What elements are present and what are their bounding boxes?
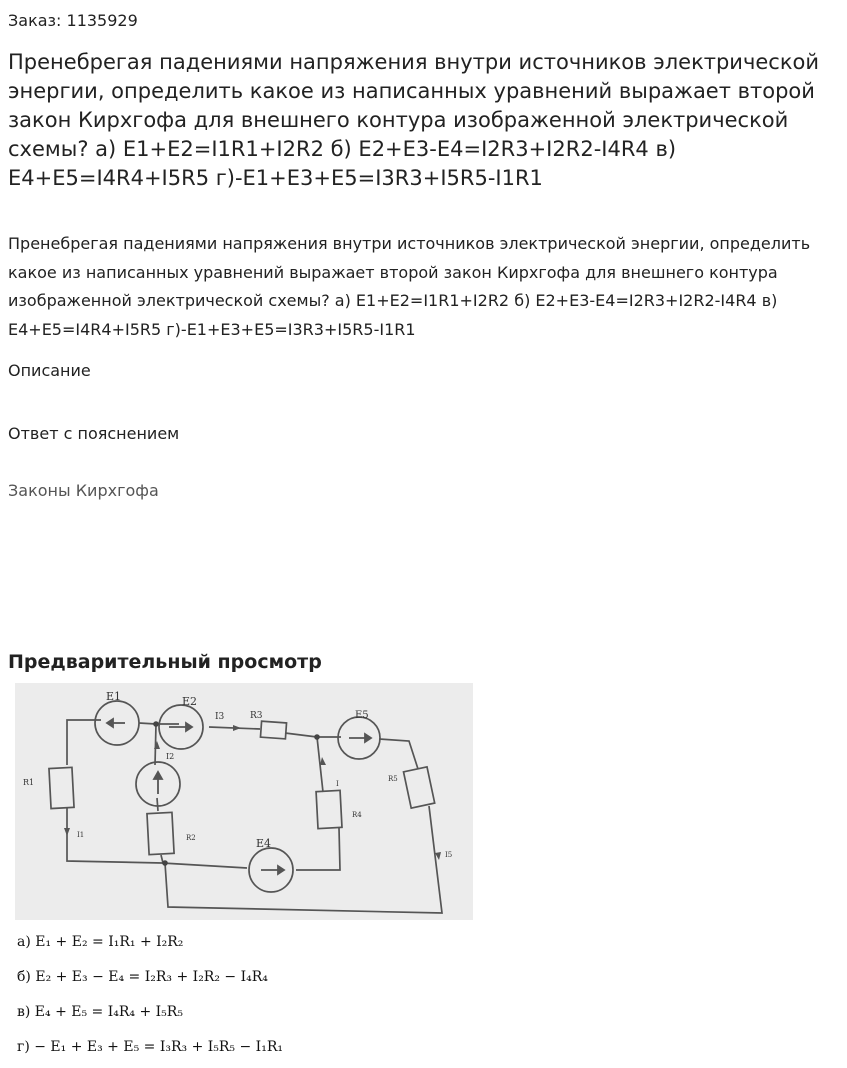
label-i4: I	[336, 780, 339, 788]
node-top-middle	[153, 721, 159, 727]
label-e5: E5	[355, 710, 369, 721]
label-r1: R1	[23, 778, 35, 787]
answer-options	[17, 928, 437, 1068]
description-label: Описание	[8, 361, 91, 380]
topic-link[interactable]: Законы Кирхгофа	[8, 481, 159, 500]
answer-equation-a: E₁ + E₂ = I₁R₁ + I₂R₂	[35, 934, 184, 950]
answer-prefix-a: а)	[17, 934, 31, 950]
label-e1: E1	[106, 690, 122, 703]
node-bottom-middle	[162, 860, 168, 866]
label-i1: I1	[77, 831, 85, 839]
question-text: Пренебрегая падениями напряжения внутри источников электрической энергии, определить какое из написанных уравнений выражает второй закон Кирхгофа для внешнего контура изображенной электрической схемы? а) E1+E2=I1R1+I2R2 б) E2+E3-E4=I2R3+I2R2-I4R4 в) E4+E5=I4R4+I5R5 г)-E1+E3+E5=I3R3+I5R5-I1R1	[8, 234, 811, 339]
answer-explanation-label: Ответ с пояснением	[8, 424, 180, 443]
answer-prefix-b: б)	[17, 969, 31, 985]
label-r4: R4	[352, 811, 362, 819]
answer-equation-c: E₄ + E₅ = I₄R₄ + I₅R₅	[34, 1004, 183, 1020]
question-title: Пренебрегая падениями напряжения внутри источников электрической энергии, определить какое из написанных уравнений выражает второй закон Кирхгофа для внешнего контура изображенной электрической схемы? а) E1+E2=I1R1+I2R2 б) E2+E3-E4=I2R3+I2R2-I4R4 в) E4+E5=I4R4+I5R5 г)-E1+E3+E5=I3R3+I5R5-I1R1	[8, 50, 820, 190]
diagram-background	[15, 683, 473, 920]
node-top-right	[314, 734, 320, 740]
answer-option-b	[17, 963, 437, 998]
label-e4: E4	[256, 837, 272, 850]
answer-prefix-d: г)	[17, 1039, 30, 1055]
answer-prefix-c: в)	[17, 1004, 31, 1020]
answer-option-c	[17, 998, 437, 1033]
order-number: Заказ: 1135929	[8, 11, 138, 30]
label-e2: E2	[182, 695, 198, 708]
label-r2: R2	[186, 834, 196, 842]
answer-option-a	[17, 928, 437, 963]
answer-equation-d: − E₁ + E₃ + E₅ = I₃R₃ + I₅R₅ − I₁R₁	[34, 1039, 283, 1055]
wire-middle-r2	[157, 798, 158, 811]
circuit-svg	[15, 683, 473, 920]
answer-option-d	[17, 1033, 437, 1068]
circuit-diagram	[15, 683, 473, 920]
label-i5: I5	[445, 851, 453, 859]
answer-equation-b: E₂ + E₃ − E₄ = I₂R₃ + I₂R₂ − I₄R₄	[35, 969, 268, 985]
label-i3: I3	[215, 712, 225, 722]
preview-title: Предварительный просмотр	[8, 651, 322, 673]
label-i2: I2	[166, 752, 175, 761]
label-r3: R3	[250, 711, 263, 721]
label-r5: R5	[388, 775, 398, 783]
